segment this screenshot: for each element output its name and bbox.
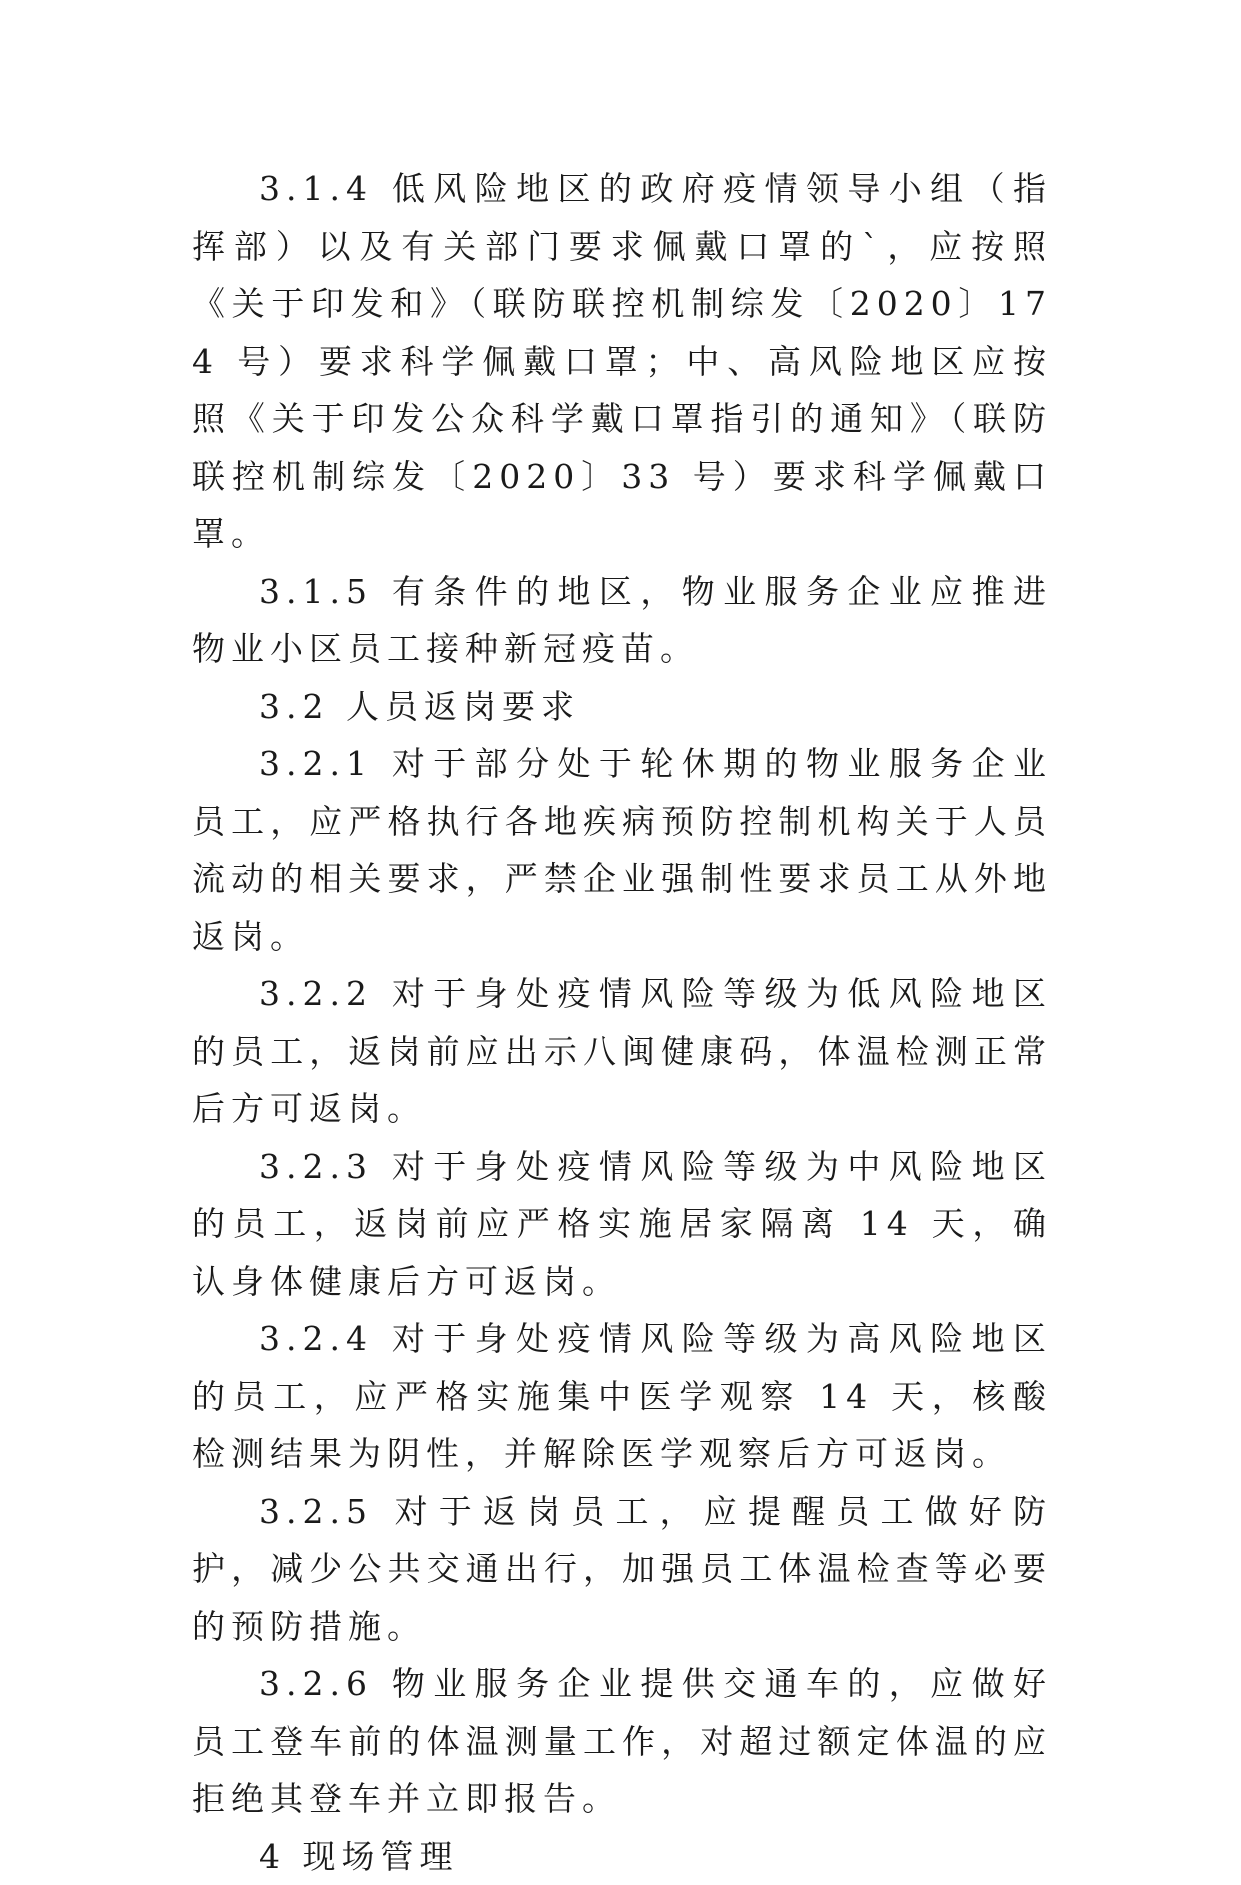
paragraph-3-2-4: 3.2.4 对于身处疫情风险等级为高风险地区的员工，应严格实施集中医学观察 14 天，核酸检测结果为阴性，并解除医学观察后方可返岗。 <box>192 1310 1052 1483</box>
paragraph-3-2-2: 3.2.2 对于身处疫情风险等级为低风险地区的员工，返岗前应出示八闽健康码，体温检测正常后方可返岗。 <box>192 965 1052 1138</box>
paragraph-3-1-5: 3.1.5 有条件的地区，物业服务企业应推进物业小区员工接种新冠疫苗。 <box>192 563 1052 678</box>
paragraph-3-2-3: 3.2.3 对于身处疫情风险等级为中风险地区的员工，返岗前应严格实施居家隔离 14 天，确认身体健康后方可返岗。 <box>192 1138 1052 1311</box>
paragraph-3-2-6: 3.2.6 物业服务企业提供交通车的，应做好员工登车前的体温测量工作，对超过额定体温的应拒绝其登车并立即报告。 <box>192 1655 1052 1828</box>
paragraph-3-1-4: 3.1.4 低风险地区的政府疫情领导小组（指挥部）以及有关部门要求佩戴口罩的`，应按照《关于印发和》（联防联控机制综发〔2020〕174 号）要求科学佩戴口罩；中、高风险地区应按照《关于印发公众科学戴口罩指引的通知》（联防联控机制综发〔2020〕33 号）要求科学佩戴口罩。 <box>192 160 1052 563</box>
paragraph-3-2-5: 3.2.5 对于返岗员工，应提醒员工做好防护，减少公共交通出行，加强员工体温检查等必要的预防措施。 <box>192 1483 1052 1656</box>
section-heading-3-2: 3.2 人员返岗要求 <box>192 678 1052 736</box>
document-body <box>192 160 1052 1885</box>
section-heading-4: 4 现场管理 <box>192 1828 1052 1885</box>
paragraph-3-2-1: 3.2.1 对于部分处于轮休期的物业服务企业员工，应严格执行各地疾病预防控制机构关于人员流动的相关要求，严禁企业强制性要求员工从外地返岗。 <box>192 735 1052 965</box>
